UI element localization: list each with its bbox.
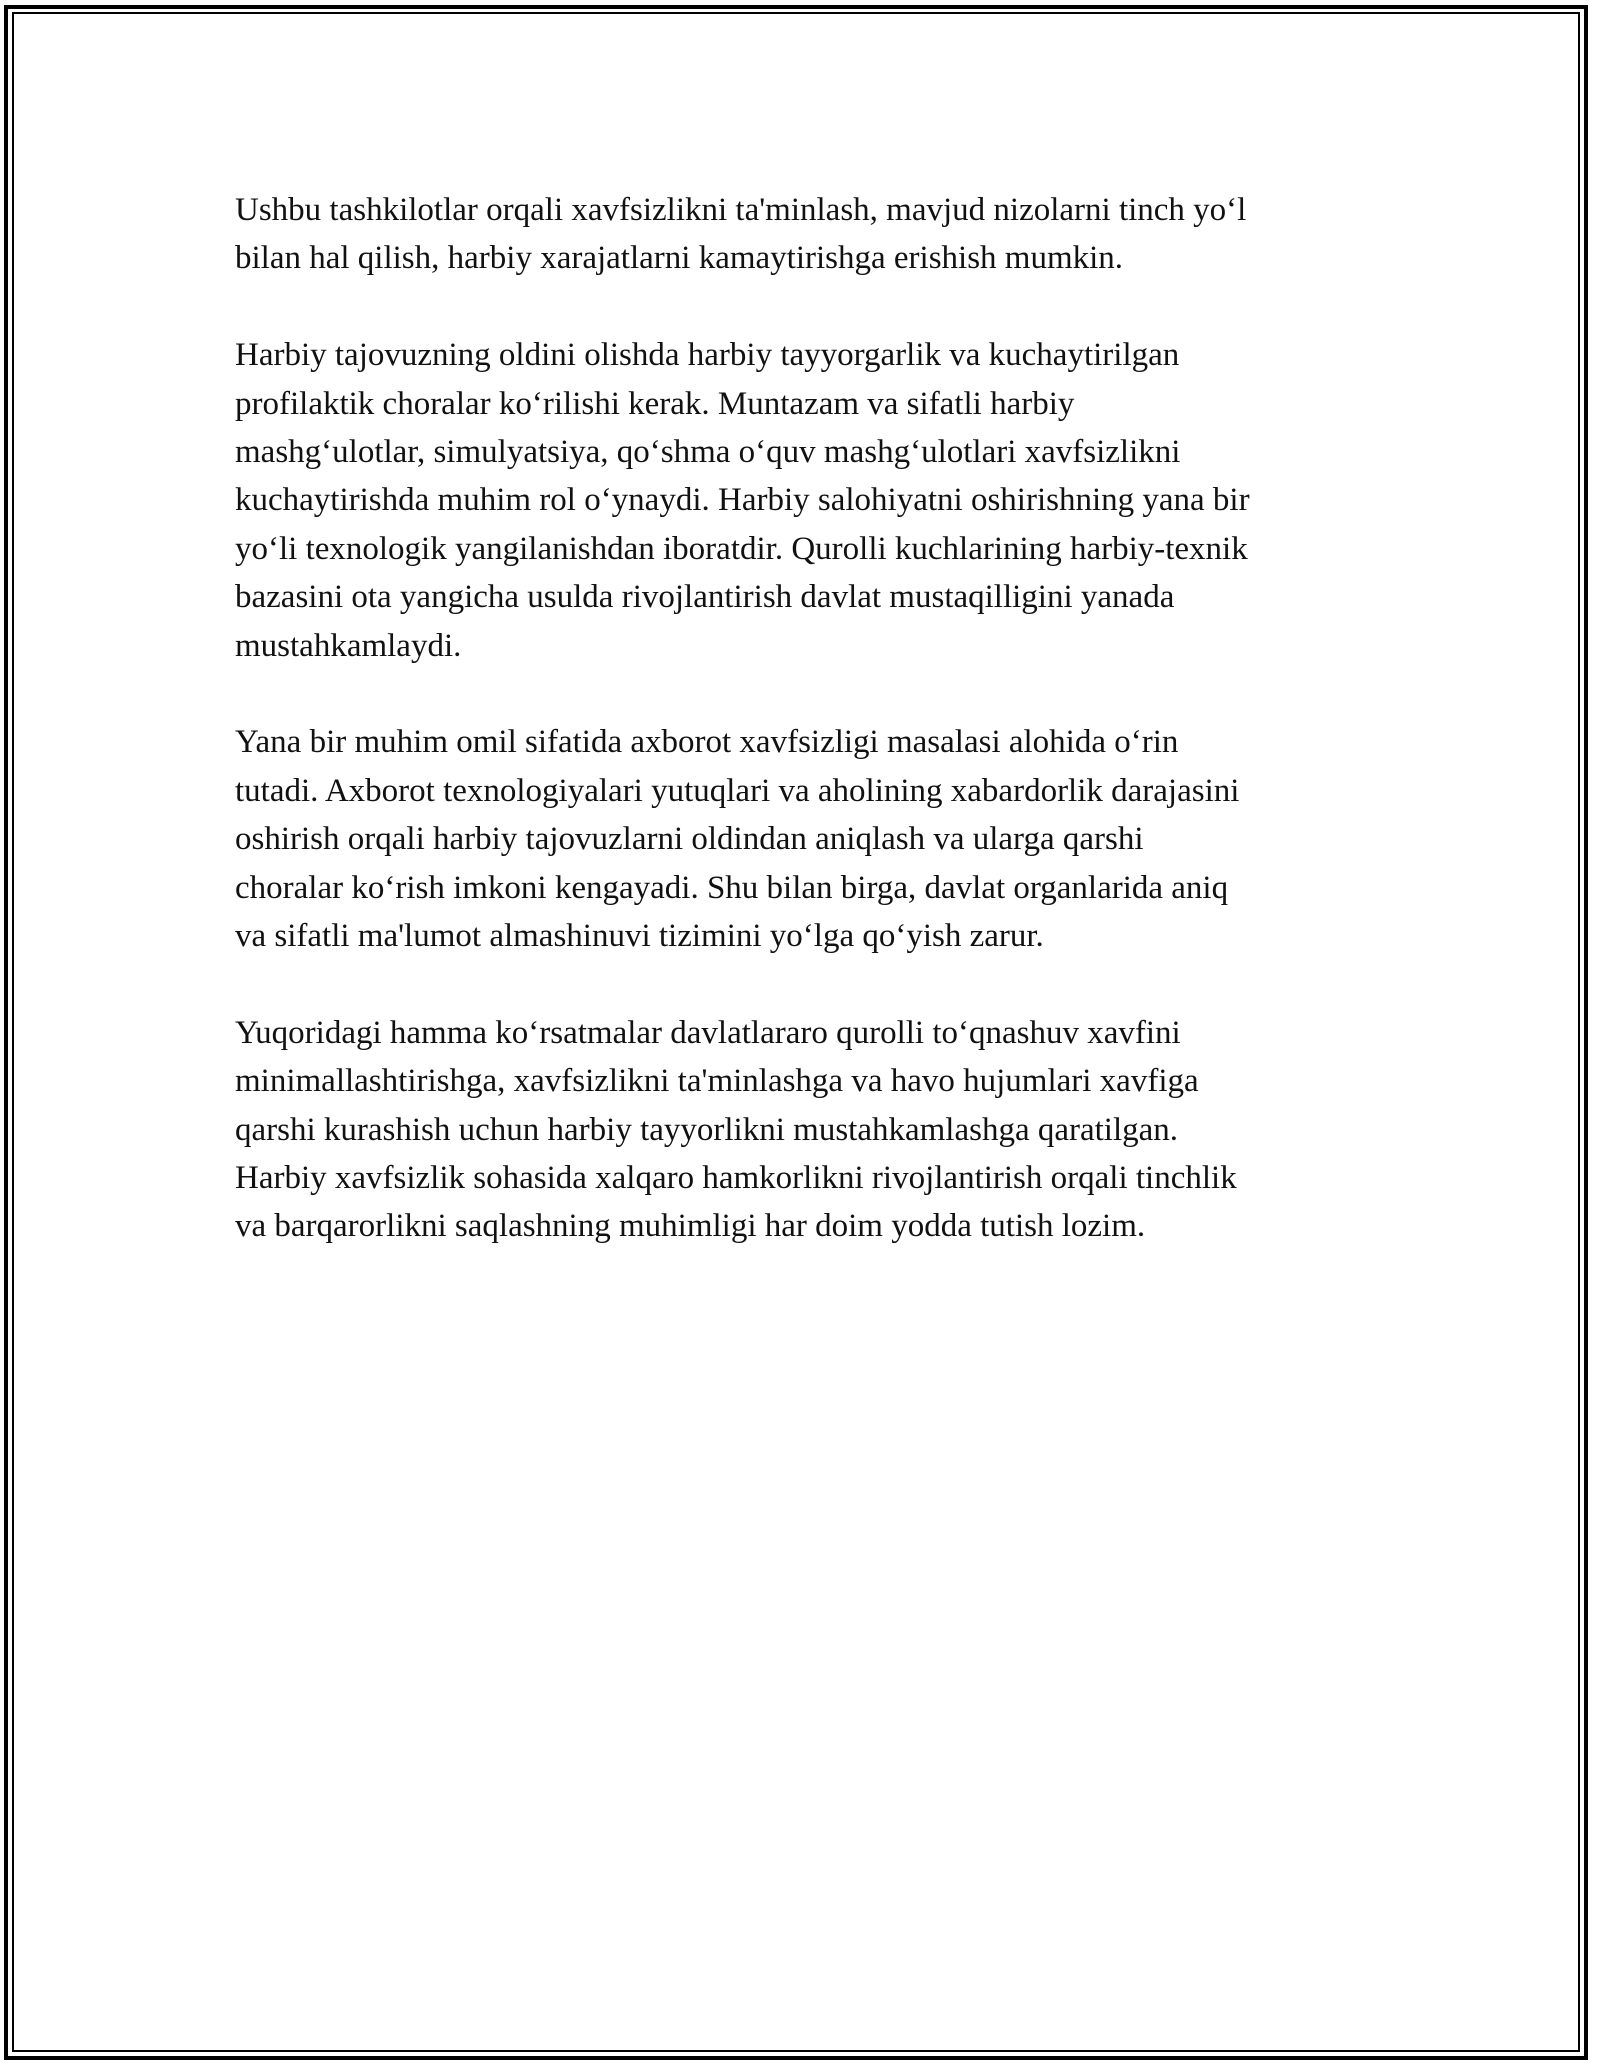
paragraph-1: Ushbu tashkilotlar orqali xavfsizlikni ta'minlash, mavjud nizolarni tinch yo‘l bilan hal qilish, harbiy xarajatlarni kamaytirishga erishish mumkin. — [235, 192, 1247, 277]
paragraph-4: Yuqoridagi hamma ko‘rsatmalar davlatlararo qurolli to‘qnashuv xavfini minimallashtirishga, xavfsizlikni ta'minlashga va havo hujumlari xavfiga qarshi kurashish uchun harbiy tayyorlikni mustahkamlashga qaratilgan. Harbiy xavfsizlik sohasida xalqaro hamkorlikni rivojlantirish orqali tinchlik va barqarorlikni saqlashning muhimligi har doim yodda tutish lozim. — [235, 1014, 1237, 1245]
document-body — [235, 186, 1385, 1299]
paragraph-2: Harbiy tajovuzning oldini olishda harbiy tayyorgarlik va kuchaytirilgan profilaktik choralar ko‘rilishi kerak. Muntazam va sifatli harbiy mashg‘ulotlar, simulyatsiya, qo‘shma o‘quv mashg‘ulotlari xavfsizlikni kuchaytirishda muhim rol o‘ynaydi. Harbiy salohiyatni oshirishning yana bir yo‘li texnologik yangilanishdan iboratdir. Qurolli kuchlarining harbiy-texnik bazasini ota yangicha usulda rivojlantirish davlat mustaqilligini yanada mustahkamlaydi. — [235, 337, 1250, 664]
paragraph-3: Yana bir muhim omil sifatida axborot xavfsizligi masalasi alohida o‘rin tutadi. Axborot texnologiyalari yutuqlari va aholining xabardorlik darajasini oshirish orqali harbiy tajovuzlarni oldindan aniqlash va ularga qarshi choralar ko‘rish imkoni kengayadi. Shu bilan birga, davlat organlarida aniq va sifatli ma'lumot almashinuvi tizimini yo‘lga qo‘yish zarur. — [235, 724, 1240, 955]
